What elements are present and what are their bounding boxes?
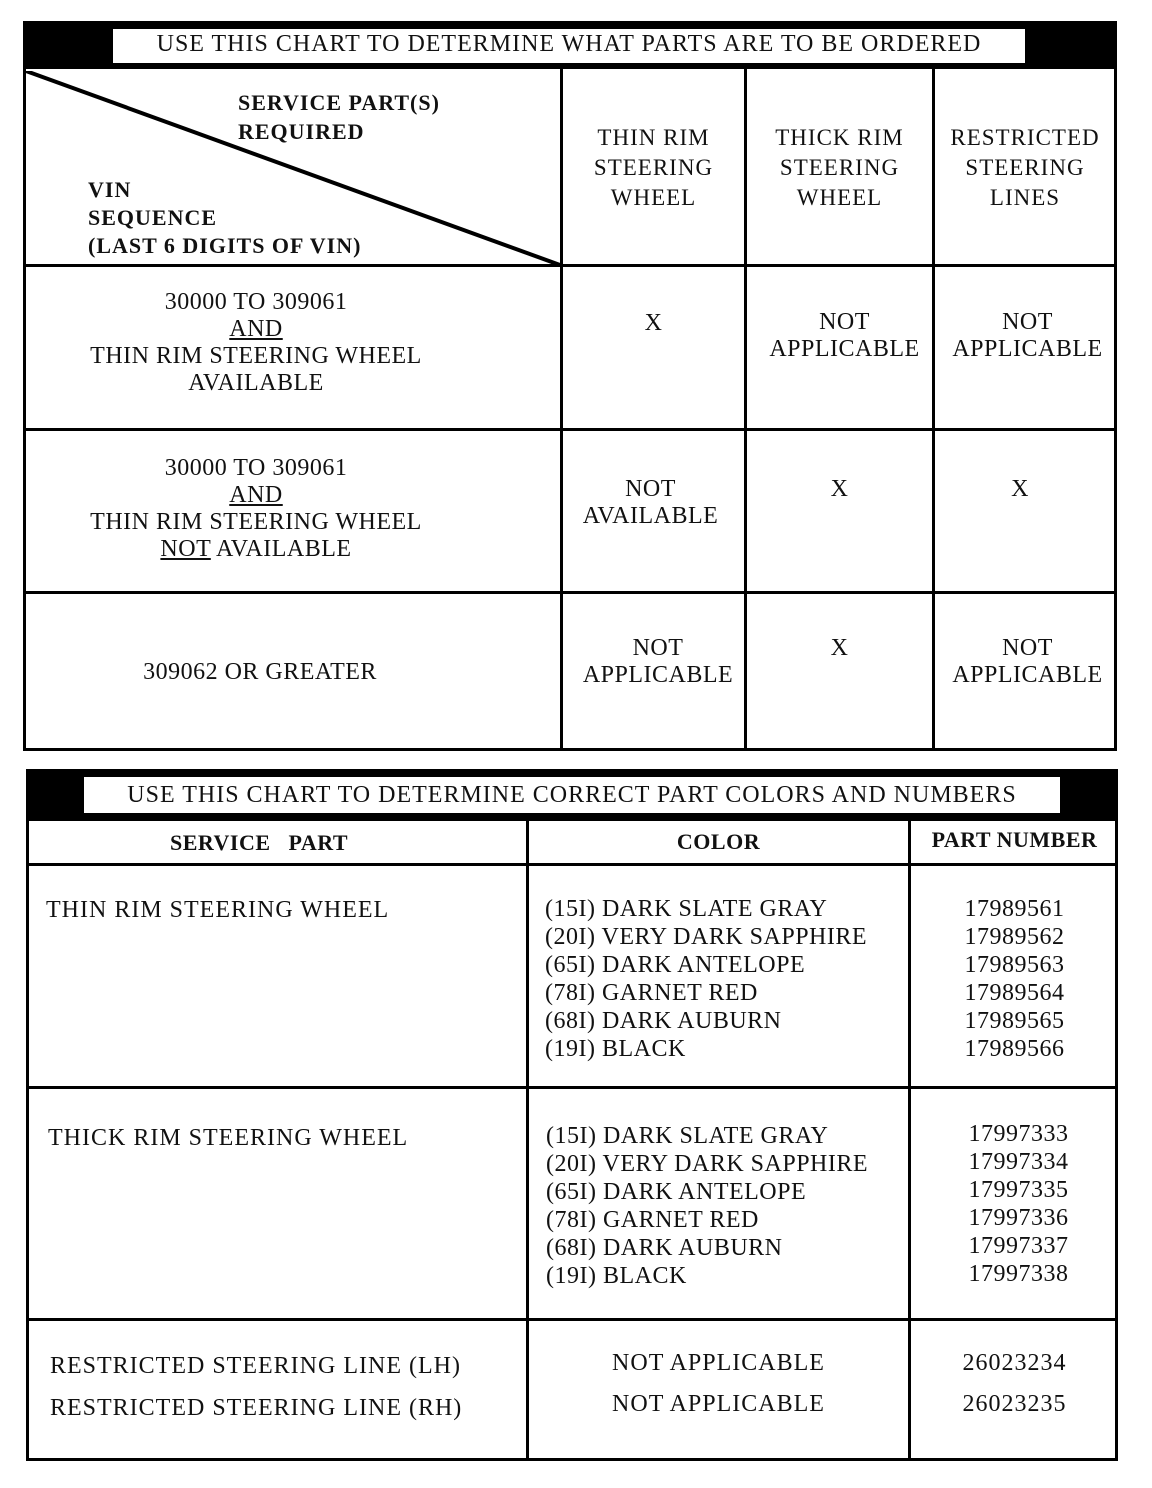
color-item: (20I) VERY DARK SAPPHIRE — [545, 924, 868, 950]
col-header-restricted-lines: RESTRICTED STEERING LINES — [950, 124, 1100, 210]
line-rh-part-number: 26023235 — [962, 1391, 1067, 1417]
order-row-divider — [23, 591, 1117, 594]
corner-service-parts-label: SERVICE PART(S) REQUIRED — [238, 90, 440, 144]
vin-cell-row1 — [26, 289, 486, 397]
color-item: (65I) DARK ANTELOPE — [546, 1179, 807, 1205]
row2-lines-cell: X — [1011, 475, 1029, 502]
vin-condition: THIN RIM STEERING WHEEL — [90, 343, 422, 369]
color-item: (20I) VERY DARK SAPPHIRE — [546, 1151, 869, 1177]
line-lh-color: NOT APPLICABLE — [612, 1350, 825, 1376]
col-header-thick-rim: THICK RIM STEERING WHEEL — [775, 124, 904, 210]
thin-rim-number-list — [911, 895, 1118, 1063]
part-number: 17997336 — [968, 1205, 1069, 1231]
col-header-thin-rim: THIN RIM STEERING WHEEL — [593, 124, 714, 210]
color-item: (68I) DARK AUBURN — [546, 1235, 783, 1261]
row1-lines-cell: NOT APPLICABLE — [952, 309, 1103, 362]
corner-vin-sequence-label: VIN SEQUENCE (LAST 6 DIGITS OF VIN) — [88, 177, 362, 258]
col-header-service-part: SERVICE PART — [169, 830, 348, 855]
part-number: 17989562 — [964, 924, 1065, 950]
color-row-divider — [26, 863, 1118, 866]
service-part-thin-rim: THIN RIM STEERING WHEEL — [46, 897, 390, 923]
service-part-line-lh: RESTRICTED STEERING LINE (LH) — [50, 1353, 461, 1379]
part-number: 17997334 — [968, 1149, 1069, 1175]
service-part-thick-rim: THICK RIM STEERING WHEEL — [48, 1125, 409, 1151]
row2-thin-cell: NOT AVAILABLE — [582, 476, 719, 529]
row3-thick-cell: X — [830, 634, 849, 661]
part-number: 17997335 — [968, 1177, 1069, 1203]
color-row-divider — [26, 1318, 1118, 1321]
part-number: 17989563 — [964, 952, 1065, 978]
part-number: 17997333 — [968, 1121, 1069, 1147]
color-item: (78I) GARNET RED — [545, 980, 758, 1006]
line-rh-color: NOT APPLICABLE — [612, 1391, 825, 1417]
service-part-line-rh: RESTRICTED STEERING LINE (RH) — [50, 1395, 463, 1421]
row3-lines-cell: NOT APPLICABLE — [952, 635, 1103, 688]
col-header-part-number: PART NUMBER — [931, 826, 1098, 852]
thick-rim-color-list — [546, 1122, 868, 1290]
color-chart-title: USE THIS CHART TO DETERMINE CORRECT PART COLORS AND NUMBERS — [84, 777, 1060, 813]
color-item: (68I) DARK AUBURN — [545, 1008, 782, 1034]
order-row-divider — [23, 428, 1117, 431]
line-lh-part-number: 26023234 — [962, 1350, 1067, 1376]
vin-condition: THIN RIM STEERING WHEEL — [90, 509, 422, 535]
vin-cell-row2 — [26, 455, 486, 563]
and-label: AND — [229, 482, 283, 508]
color-item: (78I) GARNET RED — [546, 1207, 759, 1233]
row2-thick-cell: X — [830, 475, 849, 502]
and-label: AND — [229, 316, 283, 342]
part-number: 17989561 — [964, 896, 1065, 922]
order-chart-title: USE THIS CHART TO DETERMINE WHAT PARTS ARE TO BE ORDERED — [113, 29, 1025, 63]
vin-range: 30000 TO 309061 — [164, 455, 348, 481]
color-item: (19I) BLACK — [545, 1036, 686, 1062]
row1-thin-cell: X — [644, 309, 663, 336]
color-row-divider — [26, 1086, 1118, 1089]
part-number: 17989566 — [964, 1036, 1065, 1062]
color-item: (15I) DARK SLATE GRAY — [545, 896, 828, 922]
vin-availability: AVAILABLE — [210, 536, 352, 562]
color-item: (65I) DARK ANTELOPE — [545, 952, 806, 978]
color-item: (19I) BLACK — [546, 1263, 687, 1289]
vin-cell-row3: 309062 OR GREATER — [143, 658, 377, 685]
col-header-color: COLOR — [676, 828, 761, 854]
row1-thick-cell: NOT APPLICABLE — [769, 309, 920, 362]
vin-range: 30000 TO 309061 — [164, 289, 348, 315]
row3-thin-cell: NOT APPLICABLE — [582, 635, 734, 688]
color-item: (15I) DARK SLATE GRAY — [546, 1123, 829, 1149]
thick-rim-number-list — [915, 1120, 1122, 1288]
thin-rim-color-list — [545, 895, 867, 1063]
part-number: 17997338 — [968, 1261, 1069, 1287]
part-number: 17997337 — [968, 1233, 1069, 1259]
part-number: 17989565 — [964, 1008, 1065, 1034]
part-number: 17989564 — [964, 980, 1065, 1006]
vin-availability: AVAILABLE — [188, 370, 324, 396]
not-label: NOT — [160, 536, 211, 562]
